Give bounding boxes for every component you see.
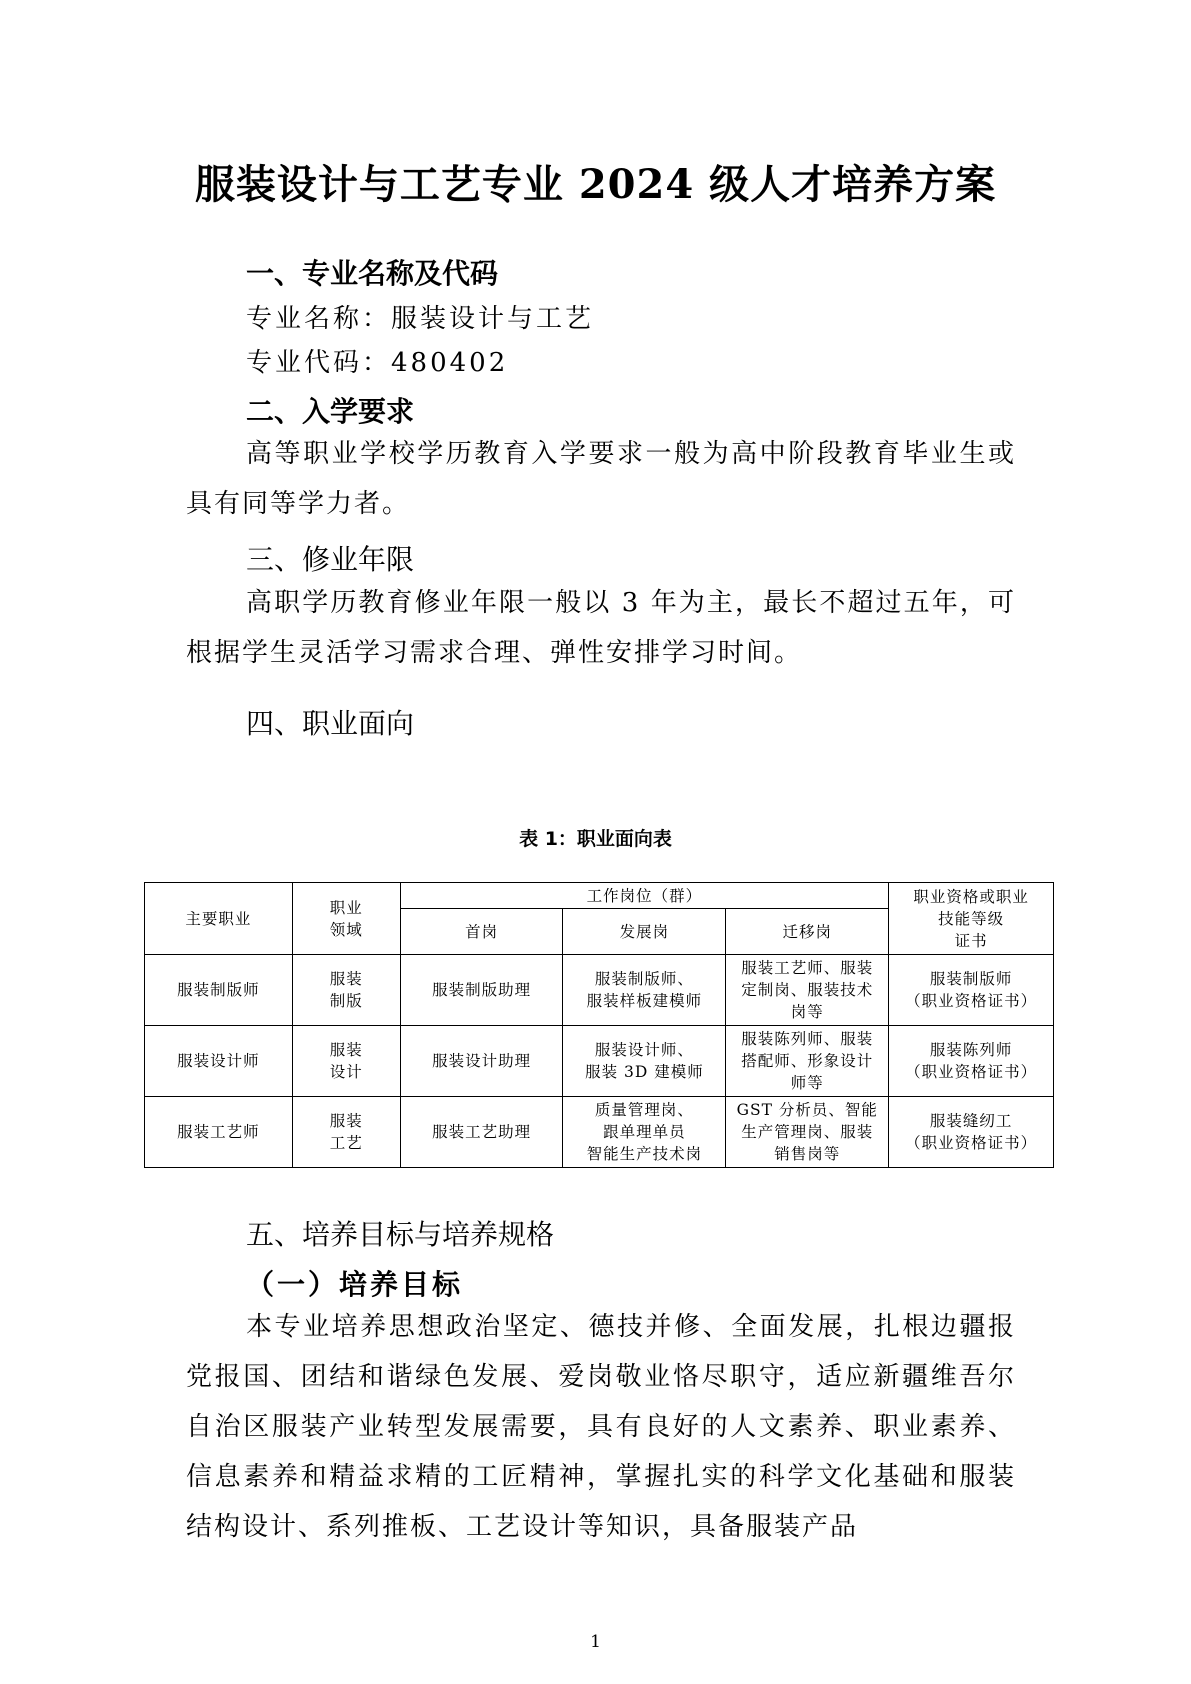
section2-heading: 二、入学要求 xyxy=(246,395,415,428)
header-positions: 工作岗位（群） xyxy=(400,883,888,909)
cell-first: 服装制版助理 xyxy=(400,955,563,1026)
table-row xyxy=(145,955,1054,1026)
table-row xyxy=(145,1097,1054,1168)
cell-cert: 服装缝纫工 （职业资格证书） xyxy=(889,1097,1054,1168)
cell-transfer: 服装陈列师、服装 搭配师、形象设计 师等 xyxy=(726,1026,889,1097)
header-field: 职业 领域 xyxy=(292,883,400,955)
major-code-line: 专业代码：480402 xyxy=(246,348,509,378)
section3-heading: 三、修业年限 xyxy=(246,543,415,576)
header-certificate: 职业资格或职业 技能等级 证书 xyxy=(889,883,1054,955)
career-table xyxy=(144,882,1054,1168)
cell-field: 服装 制版 xyxy=(292,955,400,1026)
cell-cert: 服装陈列师 （职业资格证书） xyxy=(889,1026,1054,1097)
cell-first: 服装设计助理 xyxy=(400,1026,563,1097)
section5-text: 本专业培养思想政治坚定、德技并修、全面发展，扎根边疆报党报国、团结和谐绿色发展、爱岗敬业恪尽职守，适应新疆维吾尔自治区服装产业转型发展需要，具有良好的人文素养、职业素养、信息素养和精益求精的工匠精神，掌握扎实的科学文化基础和服装结构设计、系列推板、工艺设计等知识，具备服装产品 xyxy=(186,1312,1016,1542)
cell-career: 服装制版师 xyxy=(145,955,293,1026)
cell-transfer: GST 分析员、智能 生产管理岗、服装 销售岗等 xyxy=(726,1097,889,1168)
cell-develop: 服装设计师、 服装 3D 建模师 xyxy=(563,1026,726,1097)
section4-heading: 四、职业面向 xyxy=(246,707,415,740)
section5-heading: 五、培养目标与培养规格 xyxy=(246,1218,555,1251)
section3-text: 高职学历教育修业年限一般以 3 年为主，最长不超过五年，可根据学生灵活学习需求合理、弹性安排学习时间。 xyxy=(186,588,1016,668)
header-development-post: 发展岗 xyxy=(563,909,726,955)
page-number: 1 xyxy=(590,1632,601,1652)
training-goal-subheading: （一）培养目标 xyxy=(246,1268,464,1301)
table-row xyxy=(145,1026,1054,1097)
header-main-career: 主要职业 xyxy=(145,883,293,955)
cell-career: 服装设计师 xyxy=(145,1026,293,1097)
cell-first: 服装工艺助理 xyxy=(400,1097,563,1168)
cell-cert: 服装制版师 （职业资格证书） xyxy=(889,955,1054,1026)
cell-career: 服装工艺师 xyxy=(145,1097,293,1168)
section2-text: 高等职业学校学历教育入学要求一般为高中阶段教育毕业生或具有同等学力者。 xyxy=(186,439,1016,519)
table-caption: 表 1：职业面向表 xyxy=(519,828,672,850)
header-transfer-post: 迁移岗 xyxy=(726,909,889,955)
cell-field: 服装 工艺 xyxy=(292,1097,400,1168)
cell-develop: 质量管理岗、 跟单理单员 智能生产技术岗 xyxy=(563,1097,726,1168)
header-first-post: 首岗 xyxy=(400,909,563,955)
cell-field: 服装 设计 xyxy=(292,1026,400,1097)
cell-develop: 服装制版师、 服装样板建模师 xyxy=(563,955,726,1026)
document-title: 服装设计与工艺专业 2024 级人才培养方案 xyxy=(194,161,997,208)
major-name-line: 专业名称：服装设计与工艺 xyxy=(246,304,595,334)
cell-transfer: 服装工艺师、服装 定制岗、服装技术 岗等 xyxy=(726,955,889,1026)
section1-heading: 一、专业名称及代码 xyxy=(246,257,499,290)
